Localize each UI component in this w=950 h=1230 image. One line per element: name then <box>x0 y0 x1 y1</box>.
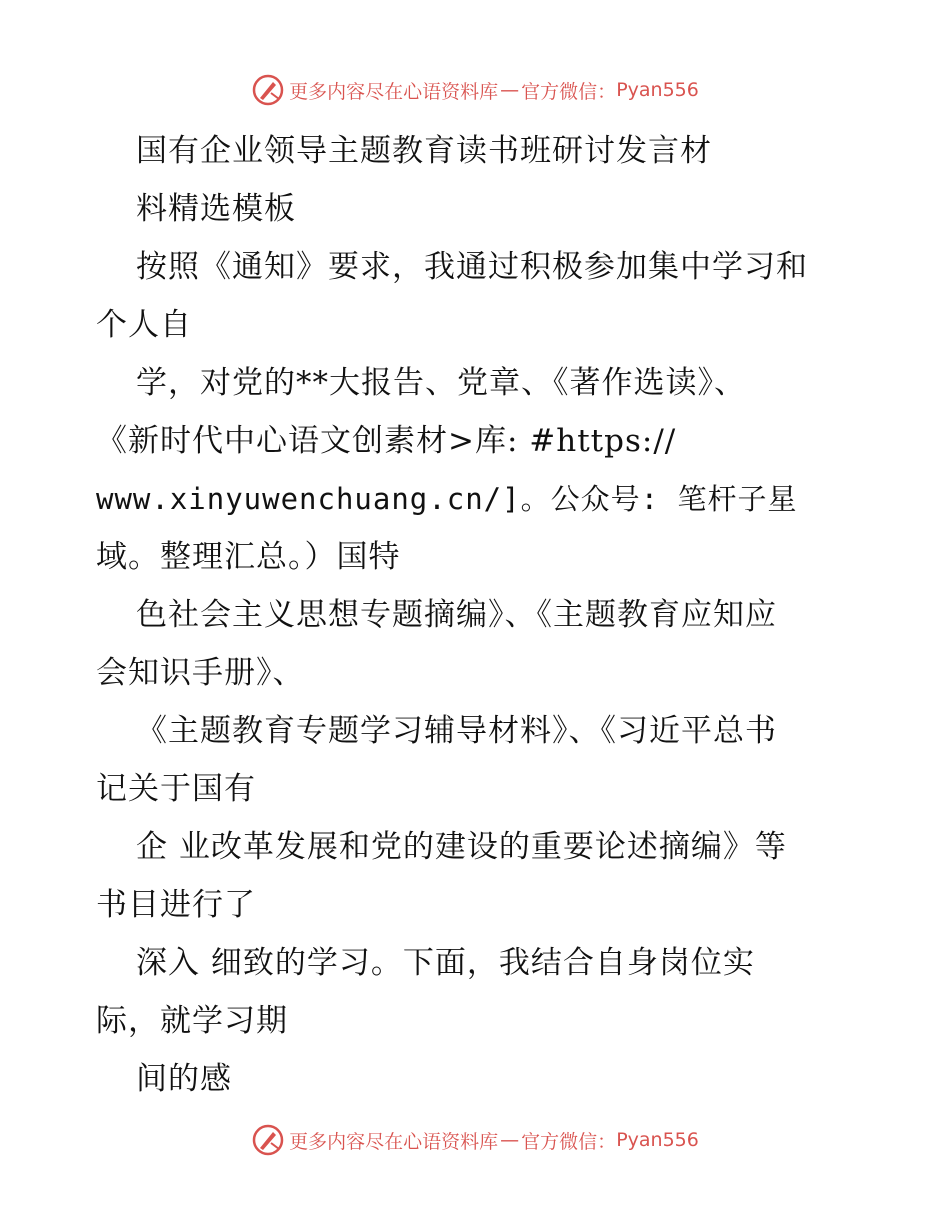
paragraph-line: 《主题教育专题学习辅导材料》、《习近平总书 <box>136 713 777 749</box>
watermark-header <box>0 70 950 110</box>
paragraph-line: 域。整理汇总。）国特 <box>96 539 401 575</box>
title-line-1: 国有企业领导主题教育读书班研讨发言材 <box>136 133 712 169</box>
watermark-dash: — <box>500 79 520 101</box>
paragraph-line: 按照《通知》要求，我通过积极参加集中学习和 <box>136 249 808 285</box>
watermark-main-text: 更多内容尽在心语资料库 <box>289 80 499 103</box>
watermark-dash: — <box>500 1129 520 1151</box>
paragraph-line: 学，对党的**大报告、党章、《著作选读》、 <box>136 365 746 401</box>
watermark-wechat-id: Pyan556 <box>616 1129 699 1151</box>
watermark-footer <box>0 1120 950 1160</box>
title-line-2: 料精选模板 <box>136 191 296 227</box>
paragraph-line: 际，就学习期 <box>96 1003 288 1039</box>
paragraph-line: 记关于国有 <box>96 771 256 807</box>
quill-logo-icon <box>251 1123 285 1157</box>
quill-logo-icon <box>251 73 285 107</box>
paragraph-line-url: www.xinyuwenchuang.cn/]。公众号: 笔杆子星 <box>96 482 798 516</box>
watermark-main-text: 更多内容尽在心语资料库 <box>289 1130 499 1153</box>
paragraph-line: 书目进行了 <box>96 887 256 923</box>
document-body <box>96 122 866 1108</box>
watermark-wechat-id: Pyan556 <box>616 79 699 101</box>
paragraph-line: 会知识手册》、 <box>96 655 305 691</box>
paragraph-line: 《新时代中心语文创素材>库: #https:// <box>96 423 677 459</box>
watermark-wechat-label: 官方微信： <box>521 80 617 103</box>
watermark-wechat-label: 官方微信： <box>521 1130 617 1153</box>
paragraph-line: 间的感 <box>136 1061 232 1097</box>
paragraph-line: 色社会主义思想专题摘编》、《主题教育应知应 <box>136 597 777 633</box>
paragraph-line: 个人自 <box>96 307 192 343</box>
paragraph-line: 深入 细致的学习。下面，我结合自身岗位实 <box>136 945 755 981</box>
paragraph-line: 企 业改革发展和党的建设的重要论述摘编》等 <box>136 829 787 865</box>
